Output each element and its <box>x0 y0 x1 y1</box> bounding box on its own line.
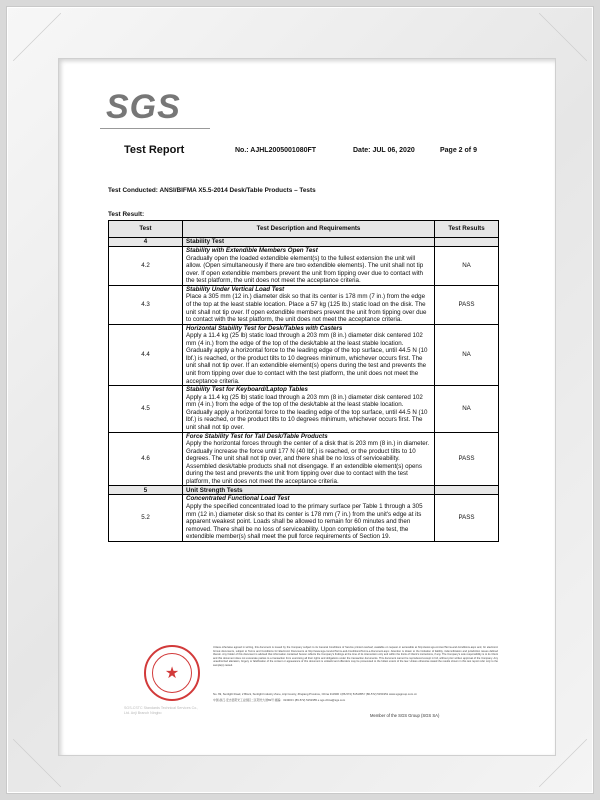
test-number: 4 <box>109 238 183 247</box>
test-requirements: Apply a 11.4 kg (25 lb) static load through a 203 mm (8 in.) diameter disk centered 102 mm (4 in.) from the edge of the top of the desk/table at the least stable location. Gradually apply a horizontal force to the leading edge of the top surface, until 44.5 N (10 lbf.) is reached, or the product tilts to 10 degrees minimum, whichever occurs first. The unit shall not tip over. If an extendible element(s) opens during the test and prevents the unit from tipping over due to contact with the test platform, the unit does not meet the acceptance criteria. <box>186 332 428 385</box>
test-number: 4.2 <box>109 247 183 286</box>
test-description <box>183 495 435 541</box>
test-number: 4.4 <box>109 324 183 386</box>
test-requirements: Place a 305 mm (12 in.) diameter disk so that its center is 178 mm (7 in.) from the edge of the top at the least stable location. Place a 57 kg (125 lb.) static load on the disk. The unit shall not tip over. If open extendible members prevent the unit from tipping over due to contact with the test platform, the unit does not meet the acceptance criteria. <box>186 293 427 324</box>
page-number: Page 2 of 9 <box>440 147 477 154</box>
section-row <box>109 486 499 495</box>
table-header-row <box>109 221 499 238</box>
member-of-group: Member of the SGS Group (SGS SA) <box>370 713 440 718</box>
column-header-results: Test Results <box>435 221 499 238</box>
test-description <box>183 432 435 486</box>
test-title: Stability Test for Keyboard/Laptop Tables <box>186 386 308 394</box>
report-number: No.: AJHL2005001080FT <box>235 147 317 154</box>
test-title: Force Stability Test for Tall Desk/Table Products <box>186 432 328 440</box>
table-row <box>109 247 499 286</box>
report-date: Date: JUL 06, 2020 <box>353 147 415 154</box>
test-result: PASS <box>435 495 499 541</box>
test-result: PASS <box>435 432 499 486</box>
results-table <box>108 220 499 542</box>
test-number: 4.5 <box>109 386 183 432</box>
test-result: NA <box>435 247 499 286</box>
test-number: 4.6 <box>109 432 183 486</box>
section-row <box>109 238 499 247</box>
test-description <box>183 324 435 386</box>
test-number: 5.2 <box>109 495 183 541</box>
test-title: Stability with Extendible Members Open Test <box>186 247 318 254</box>
address-english: No. 69, Sunlight Road, 2 Block, Sunlight Industry Zone, Anji County, Zhejiang Province, China 313300 t (86-572) 5151955 f (86-572) 5151951 www.sgsgroup.com.cn <box>213 692 417 696</box>
section-title: Stability Test <box>183 238 435 247</box>
legal-disclaimer: Unless otherwise agreed in writing, this document is issued by the Company subject to its General Conditions of Service printed overleaf, available on request or accessible at http://www.sgs.com/en/Terms-and-Conditions.aspx and, for electronic format documents, subject to Terms and Conditions for Electronic Documents at http://www.sgs.com/en/Terms-and-Conditions/Terms-e-Document.aspx. Attention is drawn to the limitation of liability, indemnification and jurisdiction issues defined therein. Any holder of this document is advised that information contained hereon reflects the Company's findings at the time of its intervention only and within the limits of Client's instructions, if any. The Company's sole responsibility is to its Client and this document does not exonerate parties to a transaction from exercising all their rights and obligations under the transaction documents. This document cannot be reproduced except in full, without prior written approval of the Company. Any unauthorized alteration, forgery or falsification of the content or appearance of this document is unlawful and offenders may be prosecuted to the fullest extent of the law. Unless otherwise stated the results shown in this test report refer only to the sample(s) tested. <box>213 646 498 667</box>
table-row <box>109 432 499 486</box>
table-row <box>109 324 499 386</box>
stamp-caption: SGS-CSTC Standards Technical Services Co., Ltd. Anji Branch Ningbo <box>124 706 199 715</box>
test-result-label: Test Result: <box>108 211 145 218</box>
column-header-description: Test Description and Requirements <box>183 221 435 238</box>
frame-corner-bottom-left <box>13 739 61 787</box>
report-page <box>80 80 520 720</box>
test-result: NA <box>435 386 499 432</box>
stamp-star-icon: ★ <box>152 653 192 693</box>
address-chinese: 中国·浙江·安吉县阳光工业园区二区阳光大道69号 邮编：313300 t (86-572) 5151955 e sgs.china@sgs.com <box>213 698 346 702</box>
test-requirements: Apply the horizontal forces through the center of a disk that is 203 mm (8 in.) in diameter. Gradually increase the force until 177 N (40 lbf.) is reached, or the product tilts to 10 degrees. The unit shall not tip over, and there shall be no loss of serviceability. Assembled desk/table products shall not disengage. If an extendible element(s) opens during the test and prevents the unit from tipping over due to contact with the test platform, the unit does not meet the acceptance criteria. <box>186 440 430 485</box>
test-description <box>183 285 435 324</box>
section-title: Unit Strength Tests <box>183 486 435 495</box>
test-result: NA <box>435 324 499 386</box>
test-description <box>183 386 435 432</box>
frame-corner-top-left <box>13 13 61 61</box>
test-requirements: Apply a 11.4 kg (25 lb) static load through a 203 mm (8 in.) diameter disk centered 102 mm (4 in.) from the edge of the top of the desk/table at the least stable location. Gradually apply a horizontal force to the leading edge of the top surface, until 44.5 N (10 lbf.) is reached, or the product tilts to 10 degrees minimum, whichever occurs first. The unit shall not tip over. <box>186 393 428 431</box>
table-row <box>109 495 499 541</box>
test-requirements: Apply the specified concentrated load to the primary surface per Table 1 through a 305 mm (12 in.) diameter disk so that its center is 178 mm (7 in.) from the unit's edge at its apparent weakest point. Loads shall be allowed to remain for 60 minutes and then removed. There shall be no loss of serviceability. Upon completion of the test, the extendible member(s) shall meet the pull force requirements of Section 19. <box>186 503 423 541</box>
test-number: 5 <box>109 486 183 495</box>
table-row <box>109 285 499 324</box>
company-stamp <box>144 645 200 701</box>
table-row <box>109 386 499 432</box>
report-title: Test Report <box>124 144 185 156</box>
test-result <box>435 238 499 247</box>
column-header-test: Test <box>109 221 183 238</box>
logo-underline <box>100 128 210 129</box>
test-description <box>183 247 435 286</box>
test-result: PASS <box>435 285 499 324</box>
test-title: Concentrated Functional Load Test <box>186 495 290 503</box>
test-title: Stability Under Vertical Load Test <box>186 285 285 293</box>
frame-corner-top-right <box>539 13 587 61</box>
test-title: Horizontal Stability Test for Desk/Tables with Casters <box>186 324 343 332</box>
sgs-logo: SGS <box>106 88 181 126</box>
test-conducted: Test Conducted: ANSI/BIFMA X5.5-2014 Desk/Table Products – Tests <box>108 187 316 194</box>
test-result <box>435 486 499 495</box>
test-number: 4.3 <box>109 285 183 324</box>
test-requirements: Gradually open the loaded extendible element(s) to the fullest extension the unit will allow. (Open simultaneously if there are two extendible elements). The unit shall not tip over. If open extendible members prevent the unit from tipping over due to contact with the test platform, the unit does not meet the acceptance criteria. <box>186 254 424 285</box>
